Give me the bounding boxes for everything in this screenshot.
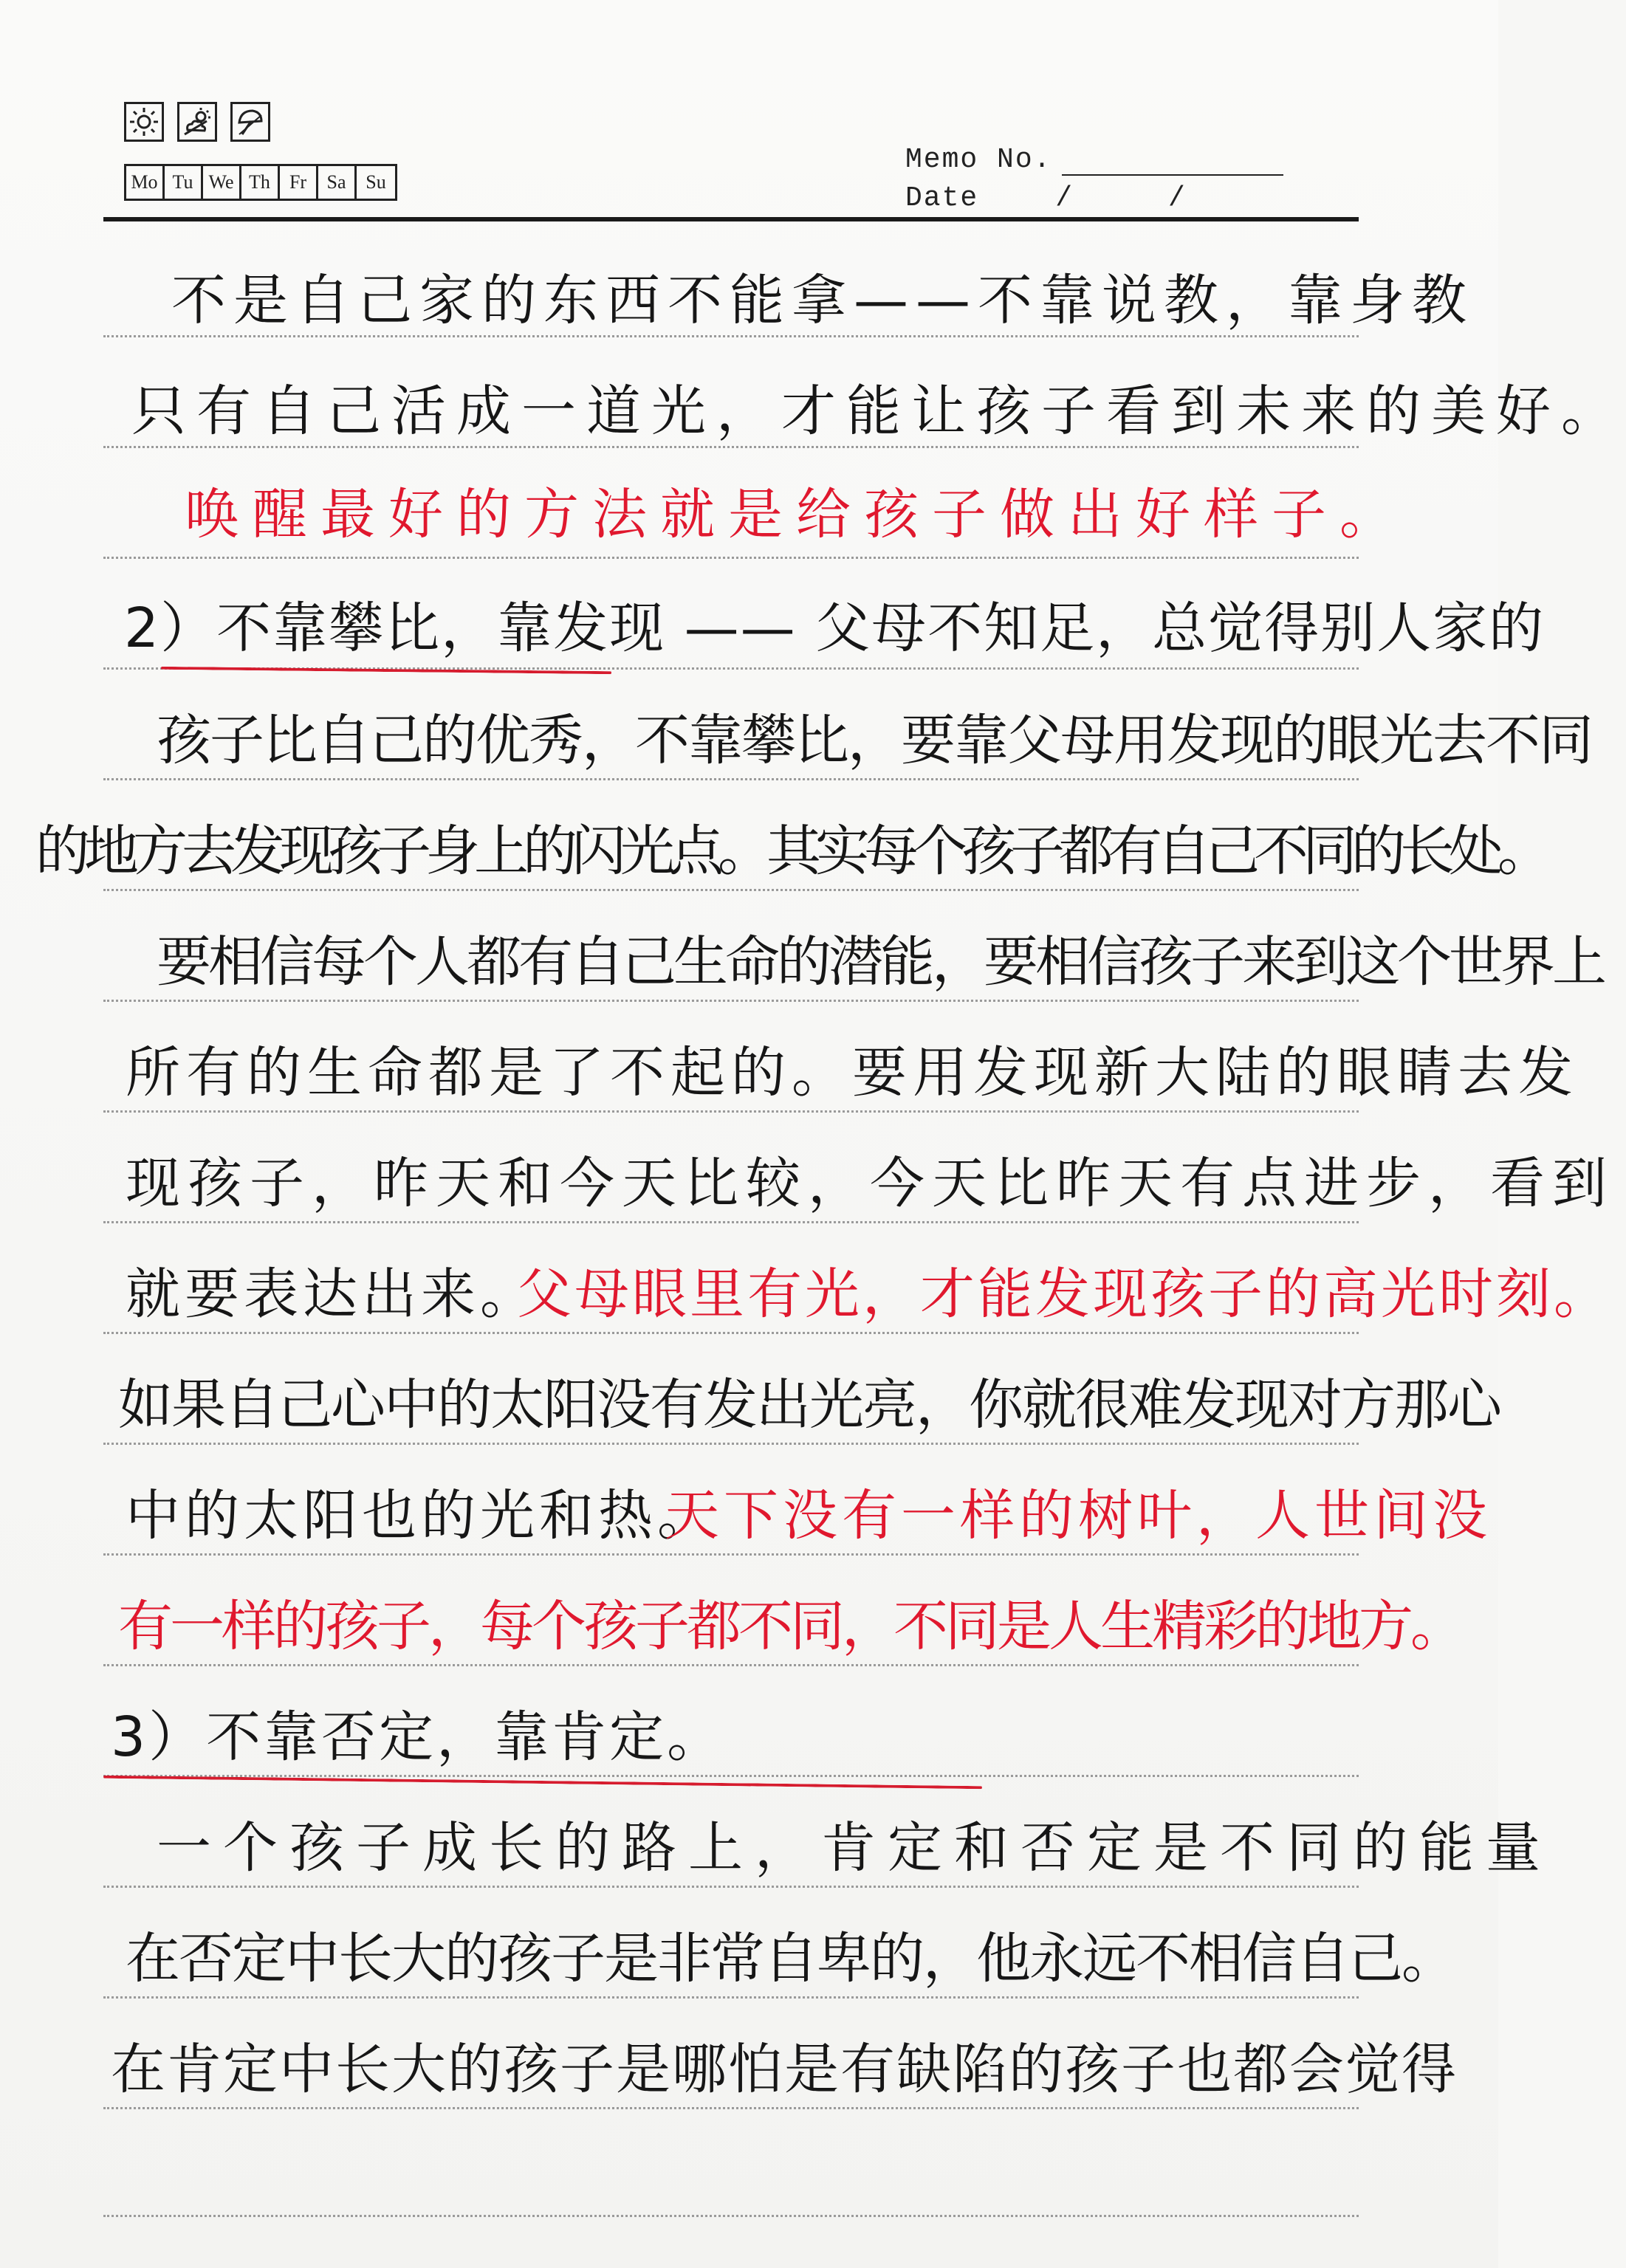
ruled-line xyxy=(103,1664,1359,1666)
handwritten-line-highlight: 有一样的孩子，每个孩子都不同，不同是人生精彩的地方。 xyxy=(118,1595,1462,1658)
weekday-th: Th xyxy=(241,166,280,199)
handwritten-line: 中的太阳也的光和热。 xyxy=(126,1484,716,1547)
heading-underline xyxy=(103,1776,982,1790)
handwritten-line: 在肯定中长大的孩子是哪怕是有缺陷的孩子也都会觉得 xyxy=(111,2038,1458,2101)
ruled-line xyxy=(103,889,1359,891)
memo-number-line xyxy=(1062,151,1283,176)
handwritten-line: 就要表达出来。 xyxy=(126,1262,539,1326)
ruled-line xyxy=(103,1443,1359,1445)
ruled-line xyxy=(103,1775,1359,1777)
weather-icons xyxy=(124,102,270,142)
ruled-line xyxy=(103,1221,1359,1223)
ruled-line xyxy=(103,1000,1359,1002)
memo-label: Memo No. xyxy=(905,144,1052,176)
section-heading: 2）不靠攀比，靠发现 —— 父母不知足，总觉得别人家的 xyxy=(124,597,1546,660)
memo-date-block xyxy=(905,137,1283,214)
ruled-line xyxy=(103,1553,1359,1556)
handwritten-line: 现孩子，昨天和今天比较，今天比昨天有点进步，看到 xyxy=(126,1152,1614,1215)
handwritten-line: 在否定中长大的孩子是非常自卑的，他永远不相信自己。 xyxy=(126,1927,1455,1990)
weekday-we: We xyxy=(203,166,241,199)
ruled-line xyxy=(103,2107,1359,2109)
handwritten-line: 只有自己活成一道光，才能让孩子看到未来的美好。 xyxy=(131,379,1626,443)
handwritten-line: 不是自己家的东西不能拿——不靠说教，靠身教 xyxy=(171,269,1474,332)
date-label: Date xyxy=(905,182,979,214)
ruled-line xyxy=(103,2215,1359,2217)
handwritten-line: 如果自己心中的太阳没有发出光亮，你就很难发现对方那心 xyxy=(118,1373,1500,1437)
date-separator: / xyxy=(1055,182,1074,214)
ruled-line xyxy=(103,446,1359,448)
weekday-fr: Fr xyxy=(280,166,318,199)
weekday-su: Su xyxy=(366,171,386,193)
header-divider xyxy=(103,217,1359,221)
handwritten-line: 所有的生命都是了不起的。要用发现新大陆的眼睛去发 xyxy=(126,1041,1579,1104)
handwritten-line: 孩子比自己的优秀，不靠攀比，要靠父母用发现的眼光去不同 xyxy=(157,709,1592,772)
handwritten-line-highlight: 唤醒最好的方法就是给孩子做出好样子。 xyxy=(185,483,1407,546)
handwritten-line-highlight: 父母眼里有光，才能发现孩子的高光时刻。 xyxy=(517,1262,1611,1326)
ruled-line xyxy=(103,557,1359,559)
handwritten-line-highlight: 天下没有一样的树叶，人世间没 xyxy=(665,1484,1492,1547)
ruled-line xyxy=(103,778,1359,780)
ruled-line xyxy=(103,335,1359,337)
handwritten-line: 一个孩子成长的路上，肯定和否定是不同的能量 xyxy=(157,1816,1552,1880)
ruled-line xyxy=(103,1110,1359,1113)
ruled-line xyxy=(103,1996,1359,1999)
weekday-mo: Mo xyxy=(126,166,165,199)
sun-icon xyxy=(124,102,164,142)
weekday-selector xyxy=(124,164,397,201)
ruled-line xyxy=(103,1332,1359,1334)
weekday-tu: Tu xyxy=(165,166,203,199)
umbrella-icon xyxy=(230,102,270,142)
section-heading: 3）不靠否定，靠肯定。 xyxy=(111,1705,725,1769)
handwritten-line: 的地方去发现孩子身上的闪光点。其实每个孩子都有自己不同的长处。 xyxy=(35,819,1546,883)
weekday-sa: Sa xyxy=(318,166,357,199)
date-separator: / xyxy=(1168,182,1187,214)
partly-cloudy-icon xyxy=(177,102,217,142)
handwritten-line: 要相信每个人都有自己生命的潜能，要相信孩子来到这个世界上 xyxy=(157,930,1604,994)
ruled-line xyxy=(103,1886,1359,1888)
